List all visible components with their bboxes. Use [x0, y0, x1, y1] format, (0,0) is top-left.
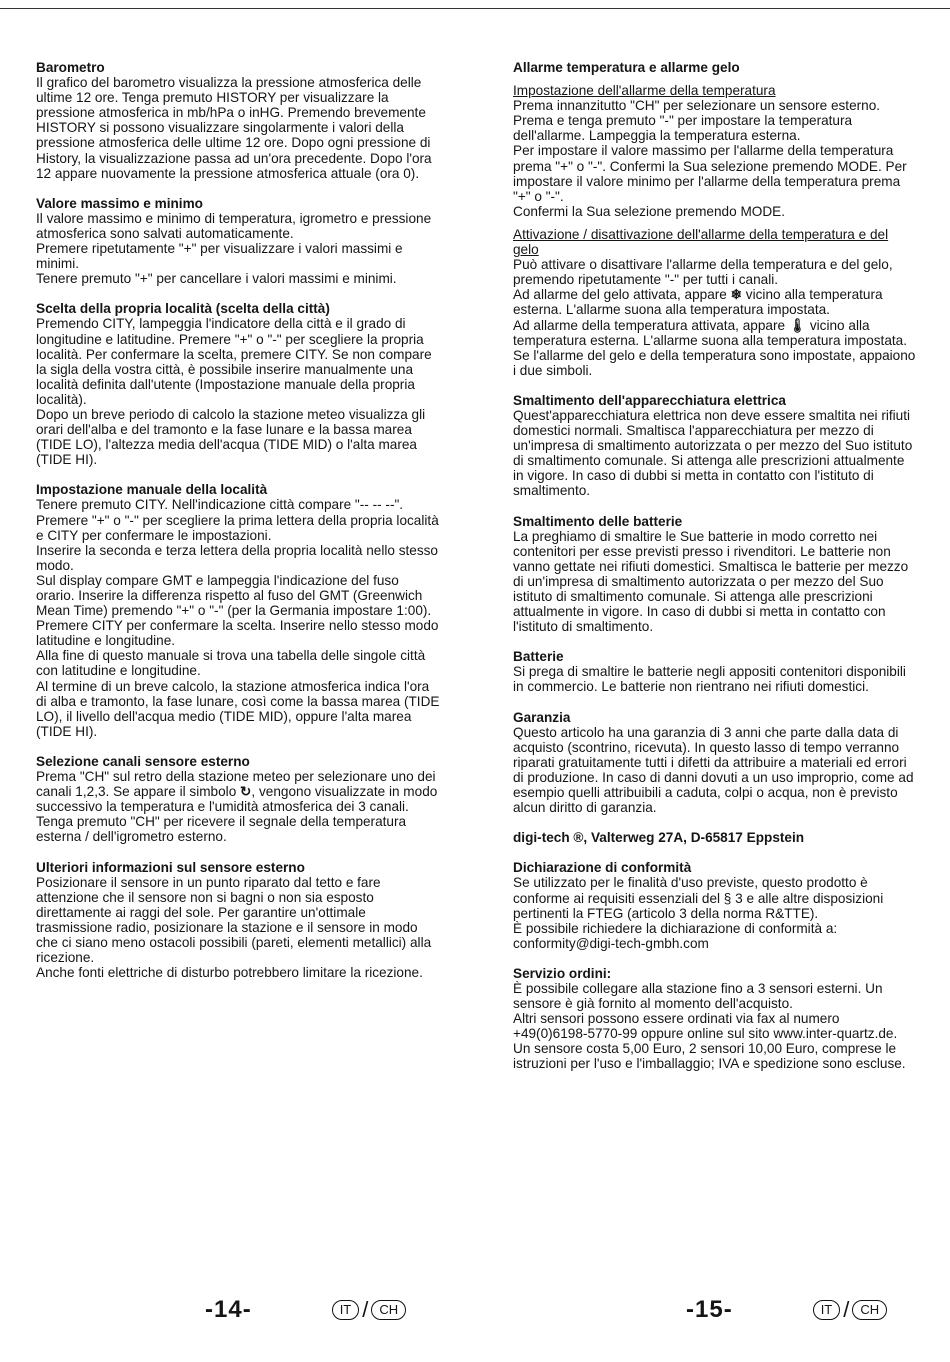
section-title: Impostazione manuale della località	[36, 482, 268, 498]
company-address: digi-tech ®, Valterweg 27A, D-65817 Eppstein	[513, 830, 805, 846]
section-barometro	[36, 60, 440, 181]
section-title: Garanzia	[513, 709, 571, 725]
section-selezione	[36, 754, 440, 845]
section-body: Il grafico del barometro visualizza la pressione atmosferica delle ultime 12 ore. Tenga premuto HISTORY per visualizzare la pressione atmosferica in mb/hPa o inHG. Premendo brevemente HISTORY si possono visualizzare singolarmente i valori della pressione atmosferica delle ultime 12 ore. Dopo ogni pressione di History, la visualizzazione passa ad un'ora precedente. Dopo l'ora 12 appare nuovamente la pressione atmosferica attuale (ora 0).	[36, 75, 432, 181]
section-title: Smaltimento dell'apparecchiatura elettrica	[513, 392, 786, 408]
section-valore	[36, 196, 440, 287]
body-part: Può attivare o disattivare l'allarme della temperatura e del gelo, premendo ripetutamente "-" per tutti i canali. Ad allarme del gelo attivata, appare	[513, 257, 893, 303]
section-smaltimento-apparecchiatura	[513, 393, 917, 499]
country-codes	[813, 1297, 887, 1323]
section-title: Batterie	[513, 649, 564, 665]
section-body: Se utilizzato per le finalità d'uso previste, questo prodotto è conforme ai requisiti essenziali del § 3 e alle altre disposizioni pertinenti la FTEG (articolo 3 della norma R&TTE). È possibile richiedere la dichiarazione di conformità a: conformity@digi-tech-gmbh.com	[513, 875, 884, 951]
footer-left	[205, 1294, 406, 1326]
section-ulteriori	[36, 860, 440, 981]
section-body	[36, 769, 440, 844]
section-title: Allarme temperatura e allarme gelo	[513, 60, 740, 75]
section-body: Questo articolo ha una garanzia di 3 anni che parte dalla data di acquisto (scontrino, ricevuta). In questo lasso di tempo verranno riparati gratuitamente tutti i difetti da attribuire a materiali ed errori di produzione. In caso di danni dovuti a un uso improprio, come ad esempio quelli attribuibili a caduta, colpi o acqua, non è previsto alcun diritto di garanzia.	[513, 724, 914, 816]
section-title: Servizio ordini:	[513, 965, 612, 981]
section-body: Si prega di smaltire le batterie negli appositi contenitori disponibili in commercio. Le batterie non rientrano nei rifiuti domestici.	[513, 664, 906, 695]
page-number: -14-	[205, 1296, 252, 1323]
section-body: Prema innanzitutto "CH" per selezionare un sensore esterno. Prema e tenga premuto "-" per impostare la temperatura dell'allarme. Lampeggia la temperatura esterna. Per impostare il valore massimo per l'allarme della temperatura prema "+" o "-". Confermi la Sua selezione premendo MODE. Per impostare il valore minimo per l'allarme della temperatura prema "+" o "-". Confermi la Sua selezione premendo MODE.	[513, 98, 907, 219]
section-body: Posizionare il sensore in un punto riparato dal tetto e fare attenzione che il sensore non si bagni o non sia esposto direttamente ai raggi del sole. Per garantire un'ottimale trasmissione radio, posizionare la stazione e il sensore in modo che ci siano meno ostacoli possibili (pareti, elementi metallici) alla ricezione. Anche fonti elettriche di disturbo potrebbero limitare la ricezione.	[36, 874, 432, 981]
country-badge: IT	[332, 1300, 360, 1320]
section-title: Valore massimo e minimo	[36, 195, 203, 211]
country-badge: IT	[813, 1300, 841, 1320]
country-badge: CH	[852, 1300, 887, 1320]
frost-icon: ❄	[730, 287, 743, 303]
thermometer-icon: 🌡	[788, 317, 807, 333]
top-rule	[0, 8, 950, 9]
section-garanzia	[513, 710, 917, 816]
body-part: , vengono visualizzate in modo successivo la temperatura e l'umidità atmosferica dei 3 canali. Tenga premuto "CH" per ricevere il segnale della temperatura esterna / dell'igrometro esterno.	[36, 784, 438, 845]
body-part: Prema "CH" sul retro della stazione meteo per selezionare uno dei canali 1,2,3. Se appare il simbolo	[36, 769, 436, 800]
section-title: Ulteriori informazioni sul sensore esterno	[36, 859, 305, 875]
right-column	[513, 60, 917, 1087]
footer-right	[686, 1294, 887, 1326]
body-part: vicino alla temperatura esterna. L'allarme suona alla temperatura impostata. Ad allarme della temperatura attivata, appare	[513, 287, 883, 333]
section-title: Smaltimento delle batterie	[513, 513, 683, 529]
section-title: Dichiarazione di conformità	[513, 860, 692, 876]
company-address-section	[513, 830, 917, 845]
section-body: È possibile collegare alla stazione fino a 3 sensori esterni. Un sensore è già fornito al momento dell'acquisto. Altri sensori possono essere ordinati via fax al numero +49(0)6198-5770-99 oppure online sul sito www.inter-quartz.de. Un sensore costa 5,00 Euro, 2 sensori 10,00 Euro, comprese le istruzioni per l'uso e l'imballaggio; IVA e spedizione sono escluse.	[513, 980, 906, 1072]
channel-scan-icon: ↻	[240, 784, 252, 800]
section-smaltimento-batterie	[513, 514, 917, 635]
section-allarme	[513, 60, 917, 378]
left-column	[36, 60, 440, 995]
body-part: vicino alla temperatura esterna. L'allarme suona alla temperatura impostata. Se l'allarme del gelo e della temperatura sono impostate, appaiono i due simboli.	[513, 317, 916, 378]
section-dichiarazione	[513, 860, 917, 951]
subsection-title: Attivazione / disattivazione dell'allarme della temperatura e del gelo	[513, 226, 889, 258]
section-body: La preghiamo di smaltire le Sue batterie in modo corretto nei contenitori per esse previsti presso i rivenditori. Le batterie non vanno gettate nei rifiuti domestici. Smaltisca le batterie per mezzo di un'impresa di smaltimento autorizzata o per mezzo del Suo istituto di smaltimento comunale. Si attenga alle prescrizioni attualmente in vigore. In caso di dubbi si metta in contatto con l'istituto di smaltimento.	[513, 528, 909, 635]
section-servizio	[513, 966, 917, 1072]
section-title: Selezione canali sensore esterno	[36, 753, 250, 769]
country-separator: /	[362, 1297, 369, 1322]
country-separator: /	[843, 1297, 850, 1322]
section-body: Quest'apparecchiatura elettrica non deve essere smaltita nei rifiuti domestici normali. Smaltisca l'apparecchiatura per mezzo di un'impresa di smaltimento autorizzata o per mezzo del Suo istituto di smaltimento comunale. Si attenga alle prescrizioni attualmente in vigore. In caso di dubbi si metta in contatto con l'istituto di smaltimento.	[513, 407, 913, 499]
country-badge: CH	[371, 1300, 406, 1320]
section-body: Tenere premuto CITY. Nell'indicazione città compare "-- -- --". Premere "+" o "-" per scegliere la prima lettera della propria località e CITY per confermare le impostazioni. Inserire la seconda e terza lettera della propria località nello stesso modo. Sul display compare GMT e lampeggia l'indicazione del fuso orario. Inserire la differenza rispetto al fuso del GMT (Greenwich Mean Time) premendo "+" o "-" (per la Germania impostare 1:00). Premere CITY per confermare la scelta. Inserire nello stesso modo latitudine e longitudine. Alla fine di questo manuale si trova una tabella delle singole città con latitudine e longitudine. Al termine di un breve calcolo, la stazione atmosferica indica l'ora di alba e tramonto, la fase lunare, così come la bassa marea (TIDE LO), il livello dell'acqua medio (TIDE MID), oppure l'alta marea (TIDE HI).	[36, 497, 440, 739]
section-body: Il valore massimo e minimo di temperatura, igrometro e pressione atmosferica sono salvati automaticamente. Premere ripetutamente "+" per visualizzare i valori massimi e minimi. Tenere premuto "+" per cancellare i valori massimi e minimi.	[36, 210, 432, 287]
subsection-title: Impostazione dell'allarme della temperatura	[513, 83, 776, 99]
page-number: -15-	[686, 1296, 733, 1323]
section-title: Scelta della propria località (scelta della città)	[36, 301, 330, 317]
section-batterie	[513, 649, 917, 694]
section-body	[513, 257, 917, 378]
section-impostazione	[36, 482, 440, 739]
country-codes	[332, 1297, 406, 1323]
section-body: Premendo CITY, lampeggia l'indicatore della città e il grado di longitudine e latitudine. Premere "+" o "-" per scegliere la propria località. Per confermare la scelta, premere CITY. Se non compare la sigla della vostra città, è possibile inserire manualmente una località definita dall'utente (Impostazione manuale della propria località). Dopo un breve periodo di calcolo la stazione meteo visualizza gli orari dell'alba e del tramonto e la fase lunare e la bassa marea (TIDE LO), l'altezza media dell'acqua (TIDE MID) o l'alta marea (TIDE HI).	[36, 316, 432, 468]
section-title: Barometro	[36, 60, 105, 75]
section-scelta	[36, 301, 440, 467]
